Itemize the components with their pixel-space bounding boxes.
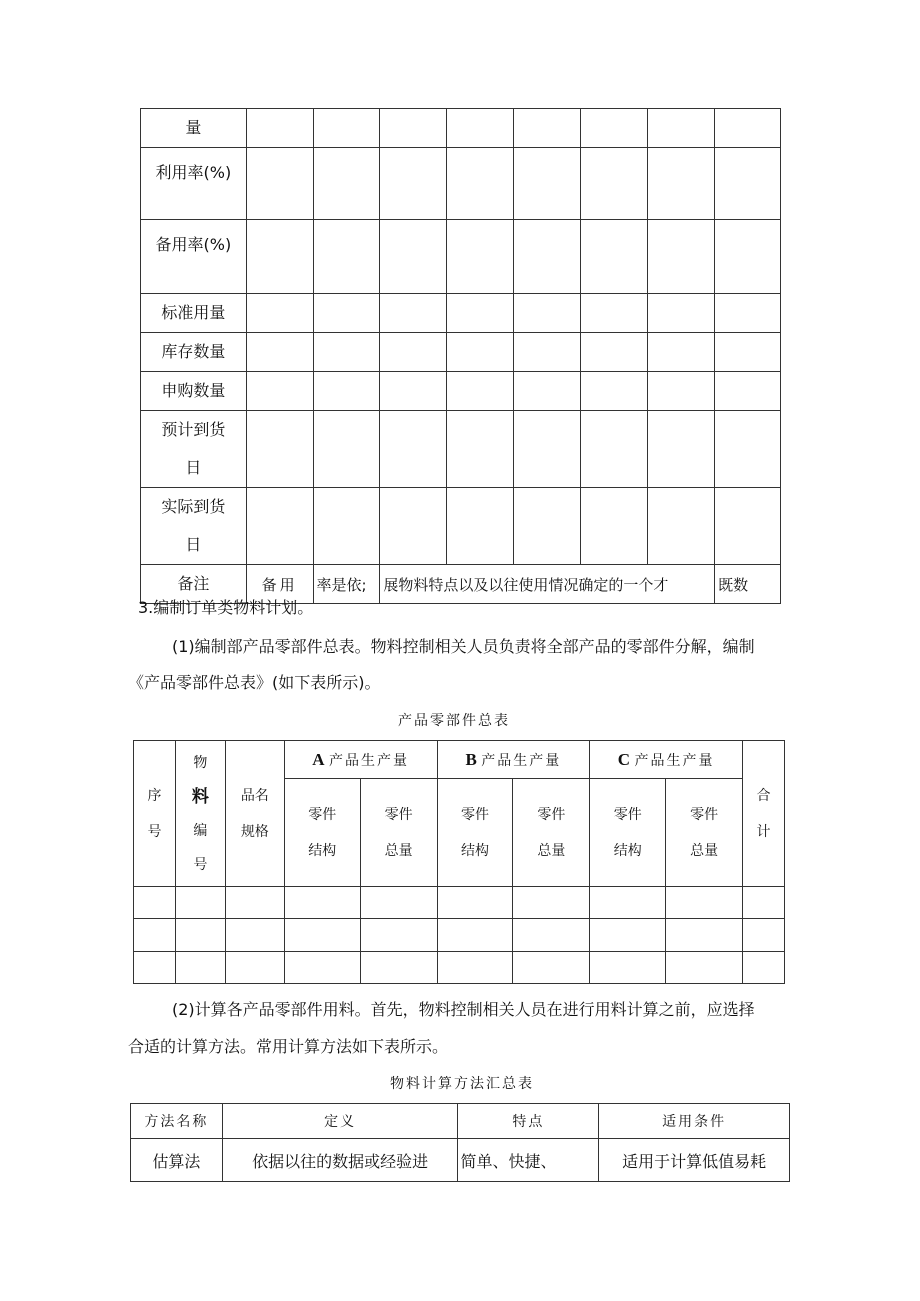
paragraph-line: 《产品零部件总表》(如下表所示)。 bbox=[128, 673, 381, 692]
table-row bbox=[141, 148, 781, 220]
group-header-b: B 产品生产量 bbox=[437, 741, 590, 779]
section-heading: 3.编制订单类物料计划。 bbox=[138, 598, 314, 617]
remark-text-4: 既数 bbox=[715, 565, 781, 604]
row-label: 利用率(%) bbox=[141, 148, 247, 220]
remark-text-3: 展物料特点以及以往使用情况确定的一个才 bbox=[380, 565, 715, 604]
sub-parts-structure: 零件 结构 bbox=[284, 779, 360, 887]
material-plan-table bbox=[140, 108, 781, 604]
table-row bbox=[141, 411, 781, 488]
table-caption: 物料计算方法汇总表 bbox=[390, 1076, 534, 1092]
table-row bbox=[141, 220, 781, 294]
table-row bbox=[141, 294, 781, 333]
paragraph-line: (2)计算各产品零部件用料。首先，物料控制相关人员在进行用料计算之前，应选择 bbox=[172, 1000, 755, 1019]
header-definition: 定义 bbox=[222, 1104, 458, 1139]
row-label: 标准用量 bbox=[141, 294, 247, 333]
table-caption: 产品零部件总表 bbox=[398, 713, 510, 729]
cell-conditions: 适用于计算低值易耗 bbox=[599, 1139, 790, 1182]
sub-parts-structure: 零件 结构 bbox=[437, 779, 513, 887]
col-material-code: 物 料 编 号 bbox=[175, 741, 225, 887]
row-label: 实际到货 日 bbox=[141, 488, 247, 565]
header-method: 方法名称 bbox=[131, 1104, 223, 1139]
header-features: 特点 bbox=[458, 1104, 599, 1139]
table-row bbox=[131, 1139, 790, 1182]
table-row bbox=[134, 887, 785, 919]
sub-parts-structure: 零件 结构 bbox=[590, 779, 666, 887]
table-row bbox=[134, 919, 785, 952]
row-label: 申购数量 bbox=[141, 372, 247, 411]
sub-parts-total: 零件 总量 bbox=[513, 779, 590, 887]
table-header-row bbox=[131, 1104, 790, 1139]
paragraph-line: 合适的计算方法。常用计算方法如下表所示。 bbox=[128, 1037, 449, 1056]
cell-features: 简单、快捷、 bbox=[458, 1139, 599, 1182]
group-header-a: A 产品生产量 bbox=[284, 741, 437, 779]
table-row bbox=[141, 333, 781, 372]
table-row bbox=[141, 372, 781, 411]
header-conditions: 适用条件 bbox=[599, 1104, 790, 1139]
remark-text-1: 备用 bbox=[246, 565, 313, 604]
parts-summary-table bbox=[133, 740, 785, 984]
table-row bbox=[141, 109, 781, 148]
row-label: 预计到货 日 bbox=[141, 411, 247, 488]
remark-label: 备注 bbox=[141, 565, 247, 604]
table-row bbox=[141, 488, 781, 565]
cell-definition: 依据以往的数据或经验进 bbox=[222, 1139, 458, 1182]
col-seq: 序 号 bbox=[134, 741, 176, 887]
group-header-c: C 产品生产量 bbox=[590, 741, 743, 779]
row-label: 备用率(%) bbox=[141, 220, 247, 294]
sub-parts-total: 零件 总量 bbox=[360, 779, 437, 887]
table-row bbox=[134, 952, 785, 984]
row-label: 库存数量 bbox=[141, 333, 247, 372]
table-header-row bbox=[134, 741, 785, 779]
col-sum: 合 计 bbox=[743, 741, 785, 887]
paragraph-line: (1)编制部产品零部件总表。物料控制相关人员负责将全部产品的零部件分解，编制 bbox=[172, 637, 755, 656]
cell-method: 估算法 bbox=[131, 1139, 223, 1182]
remark-text-2: 率是依; bbox=[313, 565, 380, 604]
calc-methods-table bbox=[130, 1103, 790, 1182]
row-label: 量 bbox=[141, 109, 247, 148]
col-name-spec: 品名 规格 bbox=[225, 741, 284, 887]
sub-parts-total: 零件 总量 bbox=[666, 779, 743, 887]
